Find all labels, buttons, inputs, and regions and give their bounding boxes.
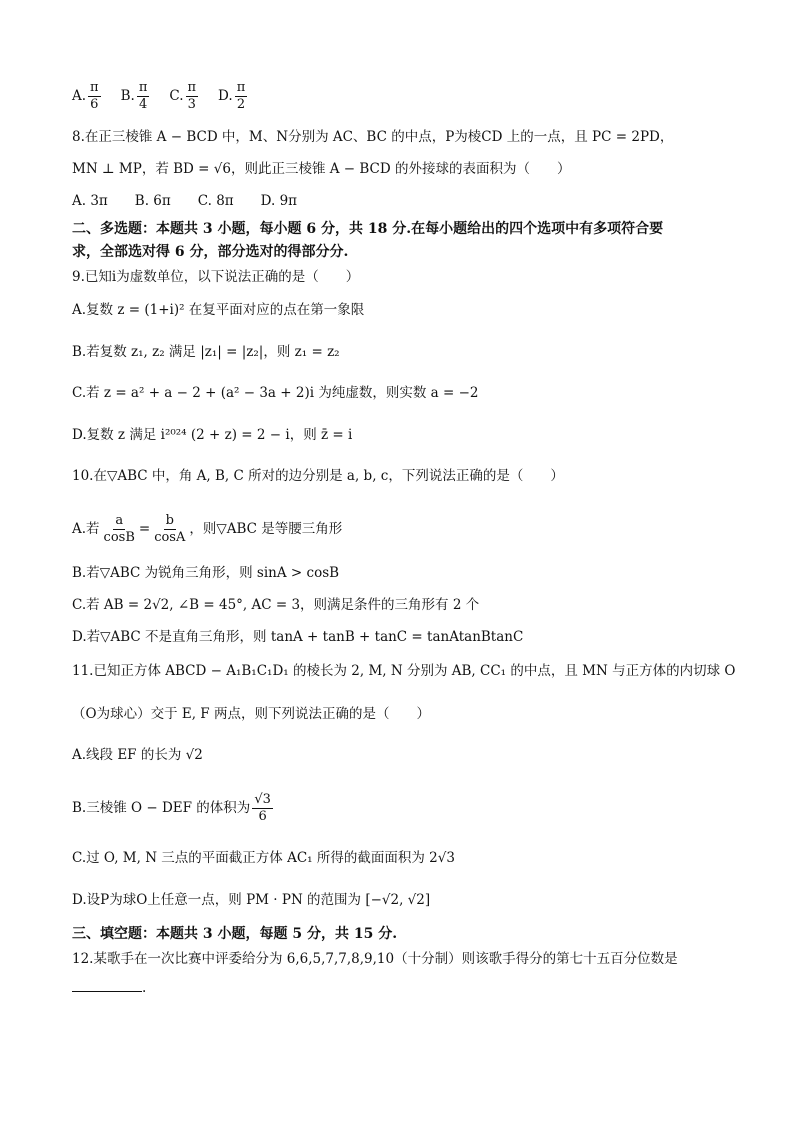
- q10-option-c: C.若 AB = 2√2, ∠B = 45°, AC = 3，则满足条件的三角形有 2 个: [72, 597, 480, 613]
- q9-option-c: C.若 z = a² + a − 2 + (a² − 3a + 2)i 为纯虚数，则实数 a = −2: [72, 385, 479, 401]
- q10-option-a: A.若 $\frac{a}{\cos B}$ = $\frac{b}{\cos A}$ ，则▽ABC 是等腰三角形: [72, 513, 343, 545]
- q9-stem: 9.已知i为虚数单位，以下说法正确的是（ ）: [72, 269, 360, 285]
- q10-stem: 10.在▽ABC 中，角 A, B, C 所对的边分别是 a, b, c，下列说法正确的是（ ）: [72, 468, 564, 484]
- q8-options: A. 3π B. 6π C. 8π D. 9π: [72, 193, 298, 209]
- q10-option-b: B.若▽ABC 为锐角三角形，则 sinA > cosB: [72, 565, 340, 581]
- q7-option-c: C. $\frac{\pi}{3}$: [169, 80, 197, 112]
- q7-option-b: B. $\frac{\pi}{4}$: [120, 80, 148, 112]
- section3-heading: 三、填空题：本题共 3 小题，每题 5 分，共 15 分.: [72, 926, 398, 942]
- q12-answer-blank: .: [72, 977, 734, 998]
- q7-option-a: A. $\frac{\pi}{6}$: [72, 80, 99, 112]
- q12-stem: 12.某歌手在一次比赛中评委给分为 6,6,5,7,7,8,9,10（十分制）则该歌手得分的第七十五百分位数是: [72, 951, 678, 967]
- answer-blank[interactable]: [72, 977, 142, 992]
- q8-stem-line2: MN ⊥ MP，若 BD = √6，则此正三棱锥 A − BCD 的外接球的表面积为（ ）: [72, 161, 571, 177]
- q8-stem-line1: 8.在正三棱锥 A − BCD 中，M、N分别为 AC、BC 的中点，P为棱CD 上的一点，且 PC = 2PD，: [72, 129, 674, 145]
- q9-option-b: B.若复数 z₁, z₂ 满足 |z₁| = |z₂|，则 z₁ = z₂: [72, 344, 340, 360]
- q11-option-b: B.三棱锥 O − DEF 的体积为 $\frac{√3}{6}$: [72, 792, 271, 824]
- q7-options: [72, 80, 734, 113]
- q11-option-d: D.设P为球O上任意一点，则 PM · PN 的范围为 [−√2, √2]: [72, 892, 431, 908]
- q9-option-d: D.复数 z 满足 i²⁰²⁴ (2 + z) = 2 − i，则 z̄ = i: [72, 427, 353, 443]
- section2-heading-line1: 二、多选题：本题共 3 小题，每小题 6 分，共 18 分.在每小题给出的四个选项中有多项符合要: [72, 221, 664, 237]
- section2-heading-line2: 求，全部选对得 6 分，部分选对的得部分分.: [72, 244, 349, 260]
- q10-option-d: D.若▽ABC 不是直角三角形，则 tanA + tanB + tanC = tanAtanBtanC: [72, 629, 524, 645]
- q7-option-d: D. $\frac{\pi}{2}$: [218, 80, 246, 112]
- q11-option-c: C.过 O, M, N 三点的平面截正方体 AC₁ 所得的截面面积为 2√3: [72, 850, 455, 866]
- q11-stem-line2: （O为球心）交于 E, F 两点，则下列说法正确的是（ ）: [72, 706, 430, 722]
- q11-option-a: A.线段 EF 的长为 √2: [72, 747, 203, 763]
- q11-stem-line1: 11.已知正方体 ABCD − A₁B₁C₁D₁ 的棱长为 2, M, N 分别为 AB, CC₁ 的中点，且 MN 与正方体的内切球 O: [72, 663, 736, 679]
- q9-option-a: A.复数 z = (1+i)² 在复平面对应的点在第一象限: [72, 302, 365, 318]
